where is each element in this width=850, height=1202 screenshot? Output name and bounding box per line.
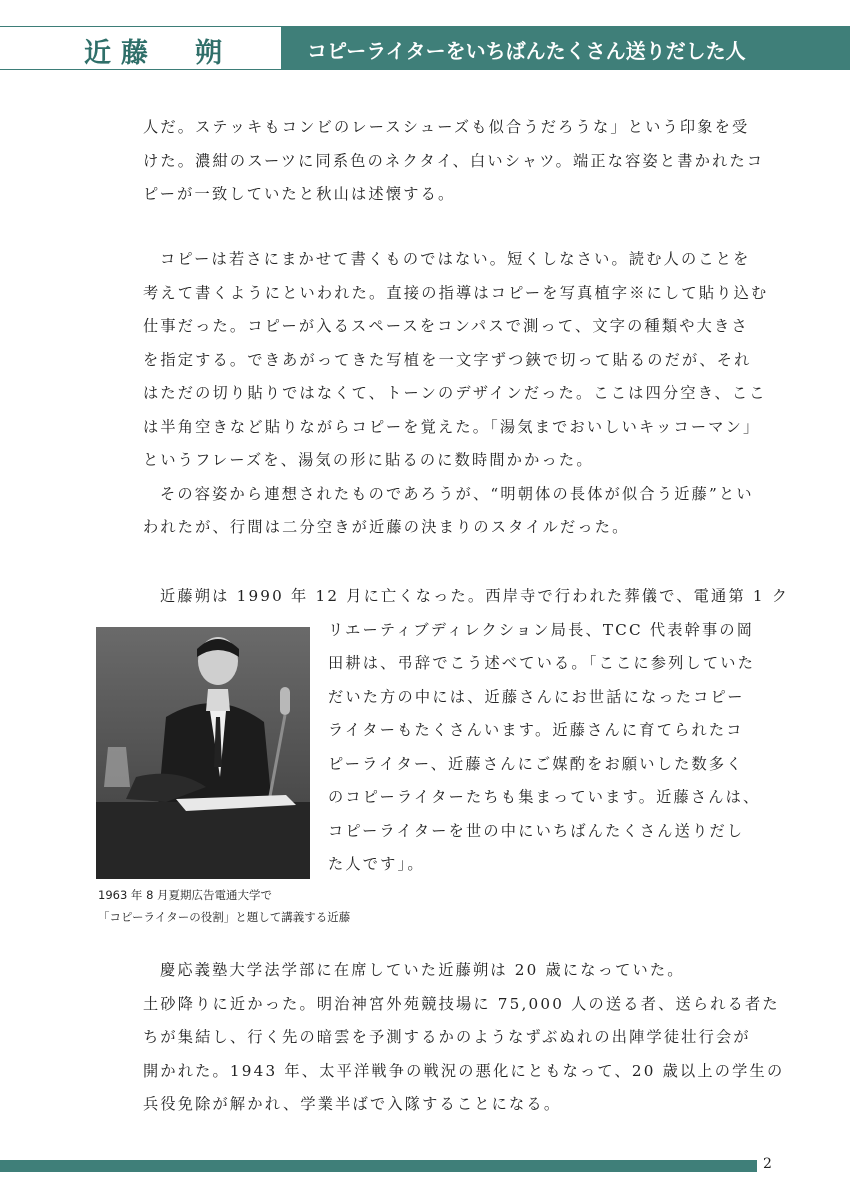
text-line: た人です」。 xyxy=(328,855,425,873)
text-line: 慶応義塾大学法学部に在席していた近藤朔は 20 歳になっていた。 xyxy=(160,961,685,979)
text-line: は半角空きなど貼りながらコピーを覚えた。「湯気までおいしいキッコーマン」 xyxy=(143,417,761,436)
text-line: というフレーズを、湯気の形に貼るのに数時間かかった。 xyxy=(143,451,594,469)
text-line: はただの切り貼りではなくて、トーンのデザインだった。ここは四分空き、ここ xyxy=(143,384,767,402)
page-header xyxy=(0,26,850,72)
header-name-box xyxy=(0,26,281,70)
text-line: リエーティブディレクション局長、TCC 代表幹事の岡 xyxy=(328,620,755,639)
header-title-box xyxy=(281,26,850,70)
photo-illustration xyxy=(96,627,310,879)
text-line: ピーが一致していたと秋山は述懐する。 xyxy=(143,185,456,203)
text-line: われたが、行間は二分空きが近藤の決まりのスタイルだった。 xyxy=(143,518,630,536)
page-number: 2 xyxy=(763,1156,772,1172)
text-line: だいた方の中には、近藤さんにお世話になったコピー xyxy=(328,687,745,706)
text-line: 仕事だった。コピーが入るスペースをコンパスで測って、文字の種類や大きさ xyxy=(143,317,749,335)
text-line: 近藤朔は 1990 年 12 月に亡くなった。西岸寺で行われた葬儀で、電通第 1 ク xyxy=(160,587,790,605)
footer-bar xyxy=(0,1160,757,1172)
text-line: ちが集結し、行く先の暗雲を予測するかのようなずぶぬれの出陣学徒壮行会が xyxy=(143,1028,751,1046)
text-line: その容姿から連想されたものであろうが、“明朝体の長体が似合う近藤”とい xyxy=(160,484,754,503)
text-line: を指定する。できあがってきた写植を一文字ずつ鋏で切って貼るのだが、それ xyxy=(143,350,752,369)
text-line: コピーライターを世の中にいちばんたくさん送りだし xyxy=(328,821,745,840)
caption-line: 1963 年 8 月夏期広告電通大学で xyxy=(98,888,273,902)
text-line: 考えて書くようにといわれた。直接の指導はコピーを写真植字※にして貼り込む xyxy=(143,283,769,302)
text-line: 土砂降りに近かった。明治神宮外苑競技場に 75,000 人の送る者、送られる者た xyxy=(143,994,780,1013)
text-line: けた。濃紺のスーツに同系色のネクタイ、白いシャツ。端正な容姿と書かれたコ xyxy=(143,151,765,170)
text-line: 開かれた。1943 年、太平洋戦争の戦況の悪化にともなって、20 歳以上の学生の xyxy=(143,1061,785,1080)
photo-caption xyxy=(98,884,350,928)
text-line: 田耕は、弔辞でこう述べている。「ここに参列していた xyxy=(328,654,756,672)
text-line: コピーは若さにまかせて書くものではない。短くしなさい。読む人のことを xyxy=(160,250,751,268)
lecture-photo xyxy=(96,627,310,879)
text-line: 兵役免除が解かれ、学業半ばで入隊することになる。 xyxy=(143,1095,562,1113)
chapter-title: コピーライターをいちばんたくさん送りだした人 xyxy=(307,39,746,63)
paragraph-block-1 xyxy=(143,111,764,212)
text-line: 人だ。ステッキもコンビのレースシューズも似合うだろうな」という印象を受 xyxy=(143,118,750,136)
author-name: 近藤 朔 xyxy=(84,38,232,69)
text-line: ライターもたくさんいます。近藤さんに育てられたコ xyxy=(328,721,744,739)
text-line: ピーライター、近藤さんにご媒酌をお願いした数多く xyxy=(328,754,744,773)
paragraph-block-2 xyxy=(143,243,768,545)
paragraph-block-4 xyxy=(143,954,784,1122)
caption-line: 「コピーライターの役割」と題して講義する近藤 xyxy=(98,910,351,924)
text-line: のコピーライターたちも集まっています。近藤さんは、 xyxy=(328,788,761,806)
